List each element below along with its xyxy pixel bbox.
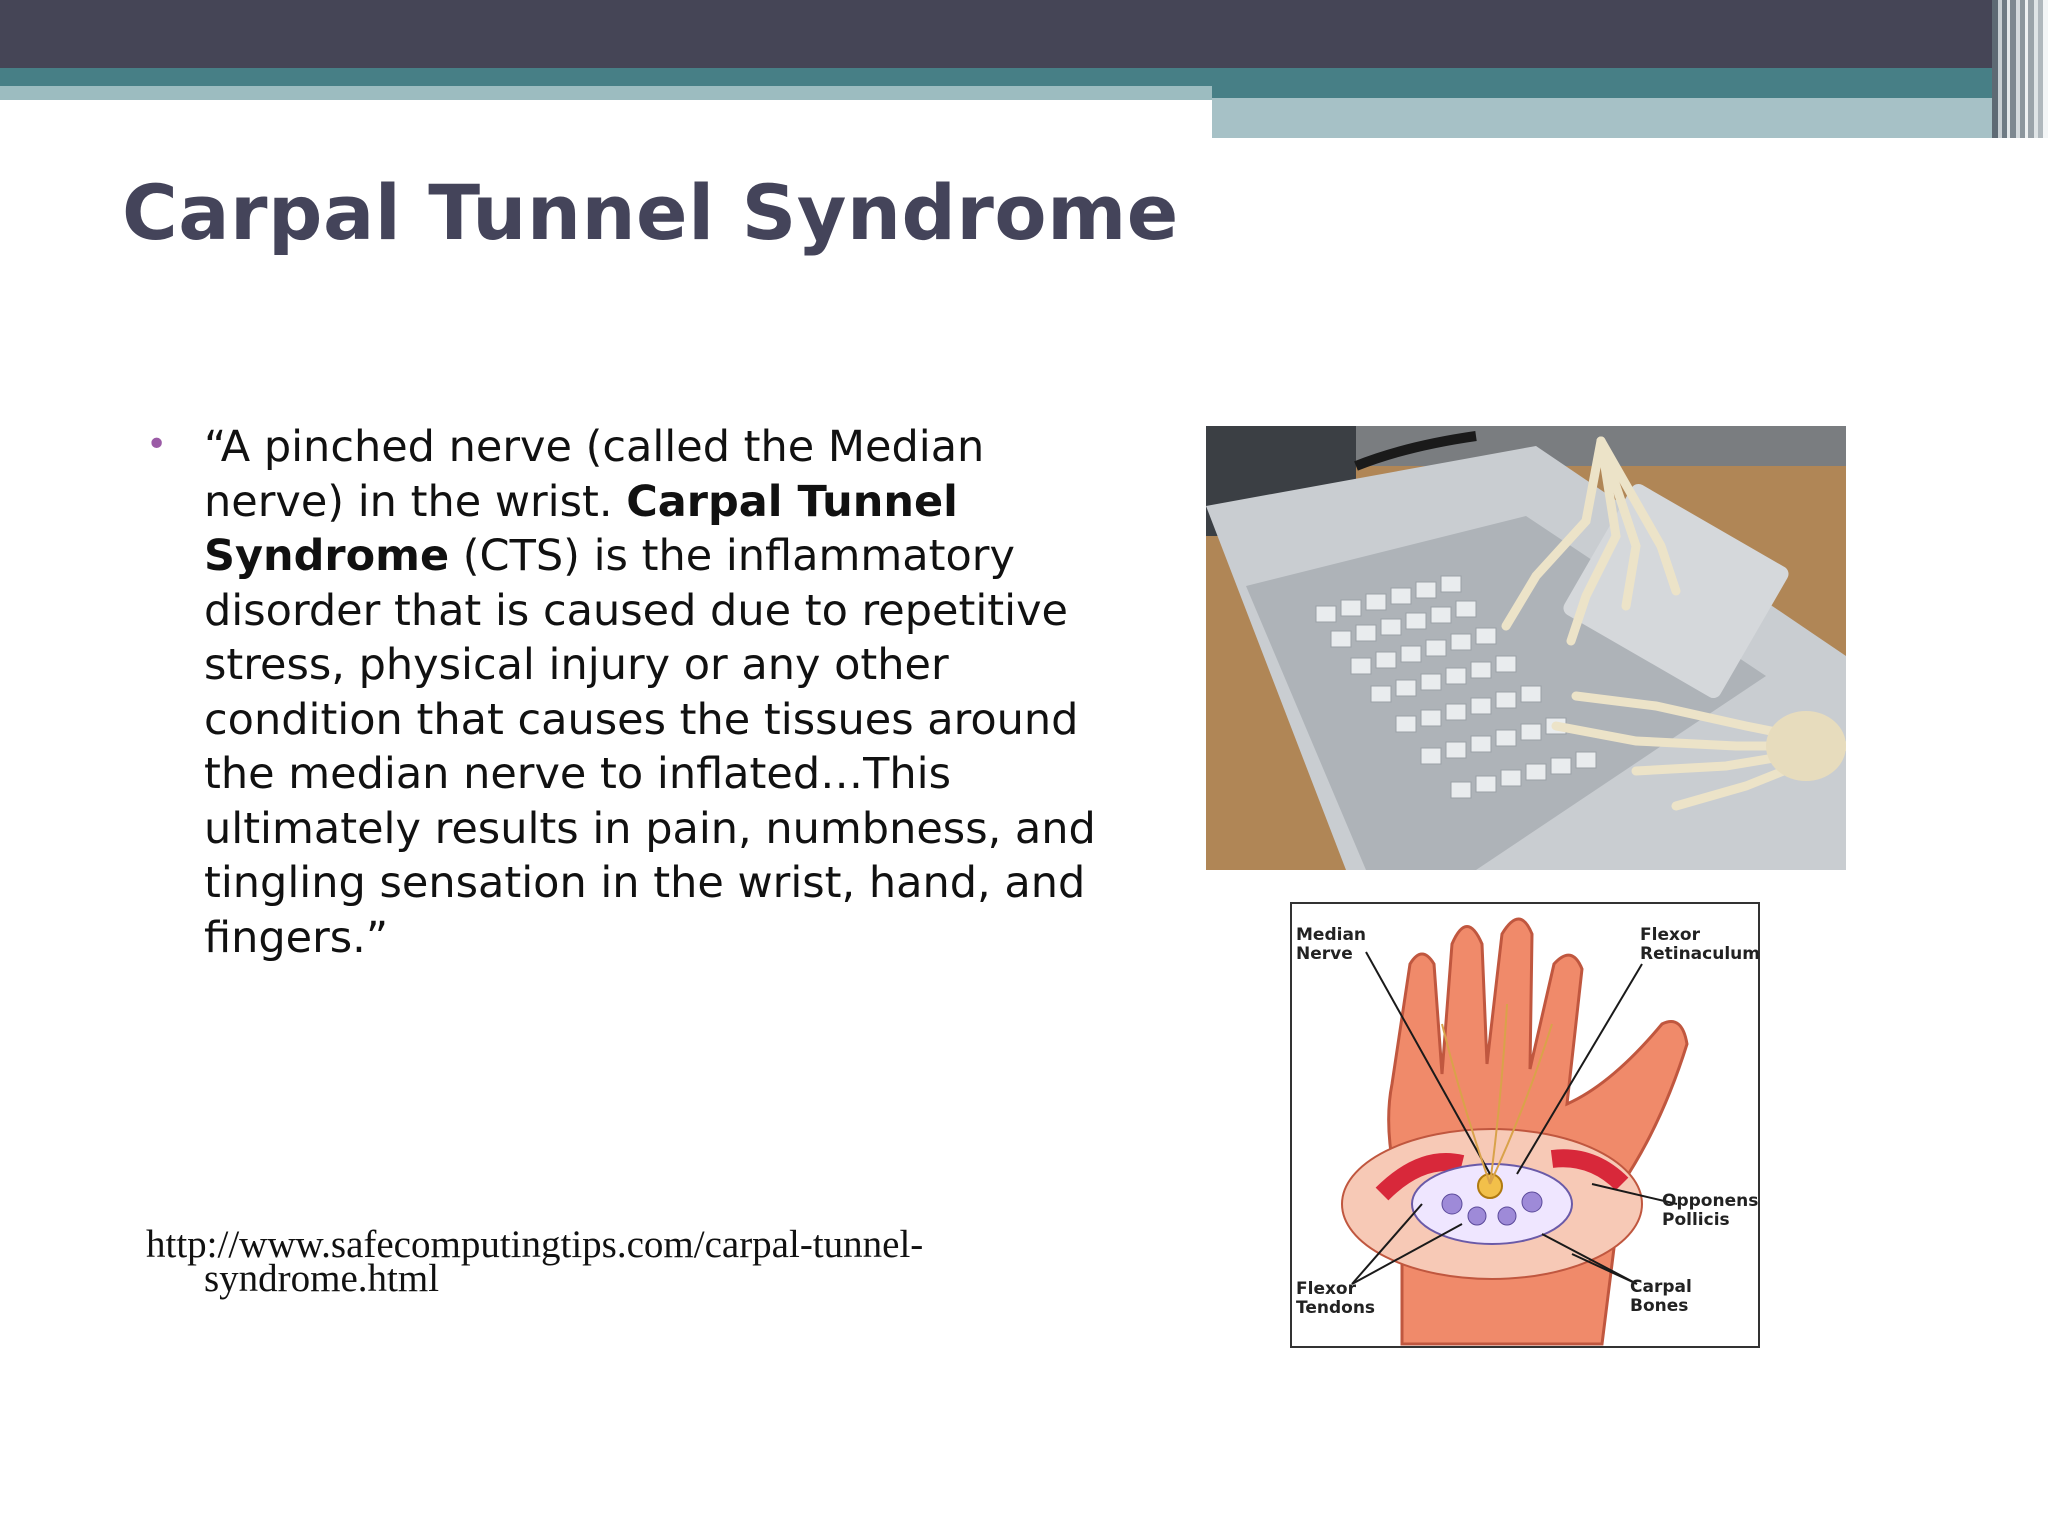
label-median-nerve (1296, 926, 1366, 964)
header-block-light (1212, 98, 1992, 138)
label-carpal-bones (1630, 1278, 1692, 1316)
label-flexor-tendons (1296, 1280, 1375, 1318)
label-median-line2: Nerve (1296, 944, 1353, 964)
label-opponens-line2: Pollicis (1662, 1210, 1730, 1230)
bullet-text (204, 420, 1104, 965)
bullet-bold-term: Carpal Tunnel Syndrome (204, 476, 958, 581)
header-band-light (0, 86, 1212, 100)
label-carpal-line2: Bones (1630, 1296, 1689, 1316)
header-stripes (1992, 0, 2048, 138)
label-flexor-tend-line1: Flexor (1296, 1279, 1356, 1299)
label-carpal-line1: Carpal (1630, 1277, 1692, 1297)
label-flexor-tend-line2: Tendons (1296, 1298, 1376, 1318)
source-url[interactable] (146, 1223, 1106, 1300)
label-flexor-retinaculum (1640, 926, 1760, 964)
header-band-dark (0, 0, 2048, 68)
label-opponens-line1: Opponens (1662, 1191, 1759, 1211)
hand-anatomy-diagram (1290, 902, 1760, 1348)
slide-title: Carpal Tunnel Syndrome (122, 168, 1179, 257)
skeleton-laptop-photo (1206, 426, 1846, 870)
label-opponens-pollicis (1662, 1192, 1758, 1230)
label-flexor-ret-line1: Flexor (1640, 925, 1700, 945)
bullet-quote-start: “A pinched nerve (called the Median nerve) in the wrist. (204, 422, 985, 527)
source-url-line2: syndrome.html (204, 1257, 440, 1300)
label-median-line1: Median (1296, 925, 1367, 945)
source-url-line1: http://www.safecomputingtips.com/carpal-tunnel- (146, 1223, 924, 1266)
bullet-quote-rest: (CTS) is the inflammatory disorder that is caused due to repetitive stress, physical injury or any other condition that causes the tissues around the median nerve to inflated…This ultimately results in pain, numbness, and tingling sensation in the wrist, hand, and fingers.” (204, 531, 1096, 963)
skeleton-laptop-illustration (1206, 426, 1846, 870)
label-flexor-ret-line2: Retinaculum (1640, 944, 1760, 964)
bullet-dot-icon: • (146, 424, 168, 465)
